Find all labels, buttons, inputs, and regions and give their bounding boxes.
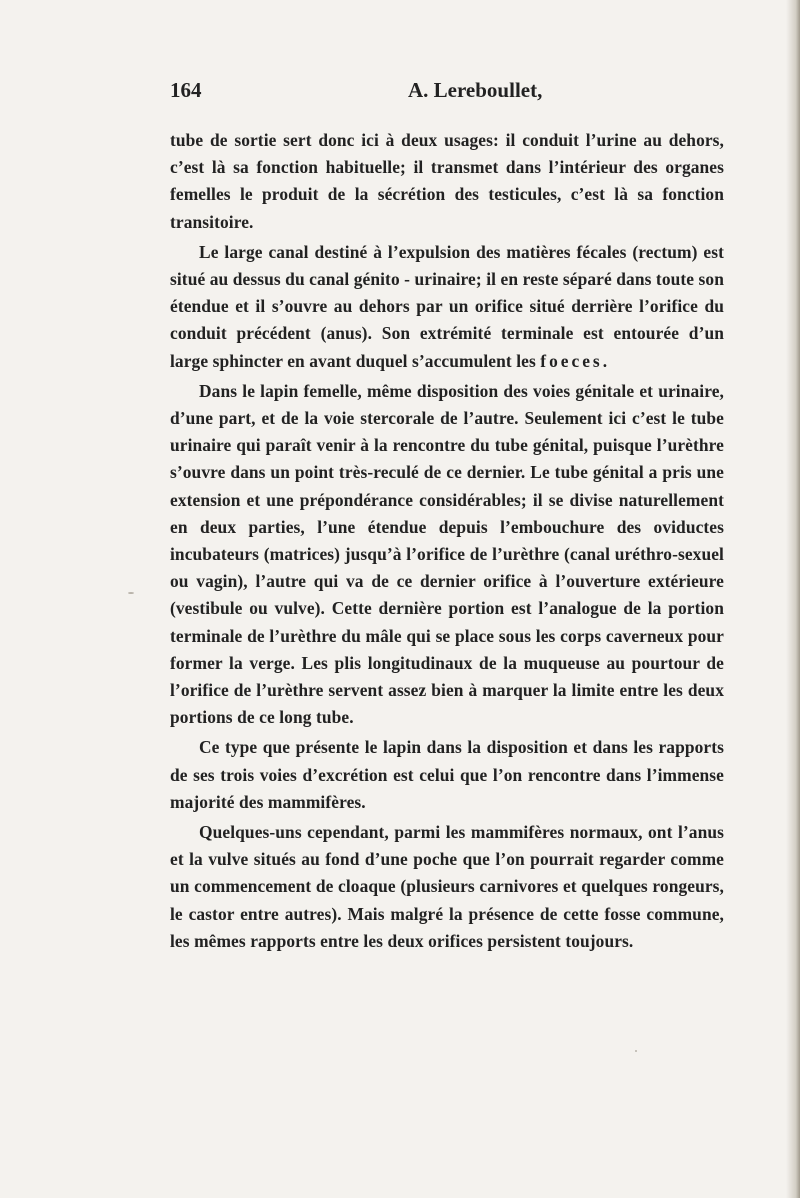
page-number: 164 (170, 78, 202, 102)
paper-speck (635, 1050, 637, 1052)
paragraph-5: Quelques-uns cependant, parmi les mammifères normaux, ont l’anus et la vulve situés au fond d’une poche que l’on pourrait regarder comme un commencement de cloaque (plusieurs carnivores et quelques rongeurs, le castor entre autres). Mais malgré la présence de cette fosse commune, les mêmes rapports entre les deux orifices persistent toujours. (170, 822, 724, 951)
paragraph-2-text: Le large canal destiné à l’expulsion des matières fécales (rectum) est situé au dessus du canal génito - urinaire; il en reste séparé dans toute son étendue et il s’ouvre au dehors par un orifice situé derrière l’orifice du conduit précédent (anus). Son extrémité terminale est entourée d’un large sphincter en avant duquel s’accumulent les (170, 241, 724, 371)
page-header (170, 78, 690, 108)
paragraph-2-spaced-word: foeces (540, 350, 603, 371)
page-edge-shadow (786, 0, 800, 1198)
paragraph-2 (170, 239, 724, 375)
paragraph-4: Ce type que présente le lapin dans la disposition et dans les rapports de ses trois voies d’excrétion est celui que l’on rencontre dans l’immense majorité des mammifères. (170, 737, 724, 812)
body-text (170, 127, 724, 955)
running-head: A. Lereboullet, (408, 78, 543, 102)
paragraph-1: tube de sortie sert donc ici à deux usages: il conduit l’urine au dehors, c’est là sa fonction habituelle; il transmet dans l’intérieur des organes femelles le produit de la sécrétion des testicules, c’est là sa fonction transitoire. (170, 130, 724, 232)
paper-speck (128, 592, 134, 594)
paragraph-2-end: . (602, 350, 608, 371)
paragraph-3: Dans le lapin femelle, même disposition des voies génitale et urinaire, d’une part, et de la voie stercorale de l’autre. Seulement ici c’est le tube urinaire qui paraît venir à la rencontre du tube génital, puisque l’urèthre s’ouvre dans un point très-reculé de ce dernier. Le tube génital a pris une extension et une prépondérance considérables; il se divise naturellement en deux parties, l’une étendue depuis l’embouchure des oviductes incubateurs (matrices) jusqu’à l’orifice de l’urèthre (canal uréthro-sexuel ou vagin), l’autre qui va de ce dernier orifice à l’ouverture extérieure (vestibule ou vulve). Cette dernière portion est l’analogue de la portion terminale de l’urèthre du mâle qui se place sous les corps caverneux pour former la verge. Les plis longitudinaux de la muqueuse au pourtour de l’orifice de l’urèthre servent assez bien à marquer la limite entre les deux portions de ce long tube. (170, 380, 724, 728)
